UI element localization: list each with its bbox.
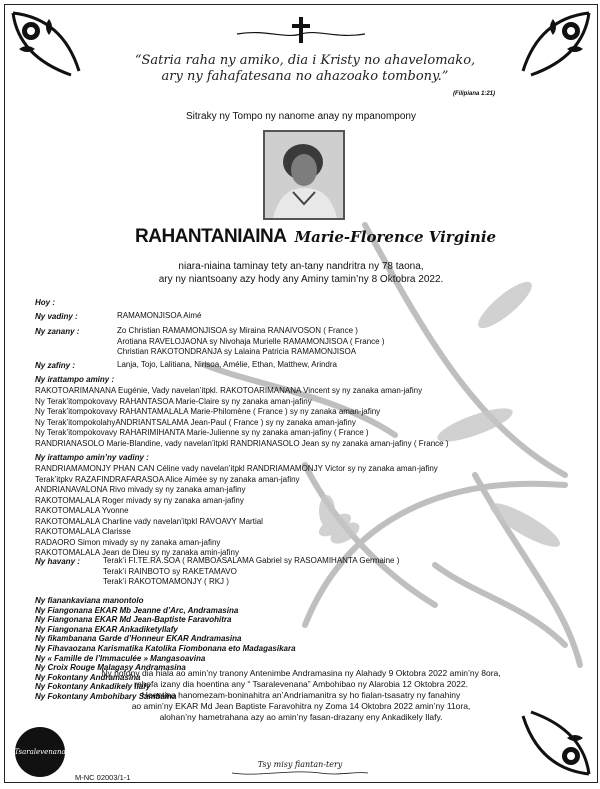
footer-line: ao amin’ny EKAR Md Jean Baptiste Faravohitra ny Zoma 14 Oktobra 2022 amin’ny 11ora, bbox=[131, 701, 471, 711]
announcement bbox=[5, 260, 597, 286]
list-item: Zo Christian RAMAMONJISOA sy Miraina RANAIVOSON ( France ) bbox=[117, 326, 358, 335]
list-item: Terak’itpkv RAZAFINDRAFARASOA Alice Aimée sy ny zanaka aman-jafiny bbox=[35, 474, 300, 484]
list-item: Terak’i RAKOTOMAMONJY ( RKJ ) bbox=[103, 577, 229, 586]
list-item: Ny Terak’itompokovavy RAHANTAMALALA Marie-Philomène ( France ) sy ny zanaka aman-jafiny bbox=[35, 407, 381, 416]
logo-text: Tsaralevenana bbox=[14, 748, 66, 756]
list-item: Ny Terak’itompokolahyANDRIANTSALAMA Jean-Paul ( France ) sy ny zanaka aman-jafiny bbox=[35, 417, 356, 427]
list-item: Ny Fiangonana EKAR Md Jean-Baptiste Faravohitra bbox=[35, 615, 232, 625]
scroll-divider-icon bbox=[235, 29, 367, 39]
list-item: RAKOTOMALALA Clarisse bbox=[35, 527, 131, 536]
vadiny-label: Ny vadiny : bbox=[35, 312, 78, 321]
irattampo-vady-label: Ny irattampo amin’ny vadiny : bbox=[35, 453, 149, 462]
list-item: RAKOTOMALALA Yvonne bbox=[35, 506, 129, 515]
signature: Tsy misy fiantan-tery bbox=[257, 760, 343, 769]
list-item: RANDRIANASOLO Marie-Blandine, vady navelan’itpkl RANDRIANASOLO Jean sy ny zanaka aman-jafiny ( France ) bbox=[35, 438, 449, 448]
quote-reference: (Filipiana 1:21) bbox=[453, 91, 496, 97]
announcement-line-1: niara-niaina taminay tety an-tany nandritra ny 78 taona, bbox=[178, 261, 424, 272]
intro-heading: Sitraky ny Tompo ny nanome anay ny mpanompony bbox=[186, 111, 416, 122]
irattampo-vady-list bbox=[35, 464, 438, 559]
zafiny-label: Ny zafiny : bbox=[35, 361, 76, 370]
deceased-given-names: Marie-Florence Virginie bbox=[294, 228, 497, 246]
list-item: Ny Fihavaozana Karismatika Katolika Fiombonana eto Madagasikara bbox=[35, 643, 296, 653]
zanany-label: Ny zanany : bbox=[35, 327, 80, 336]
list-item: Christian RAKOTONDRANJA sy Lalaina Patricia RAMAMONJISOA bbox=[117, 347, 357, 356]
list-item: Ny Fokontany Ambohibary Sambaina bbox=[35, 691, 177, 701]
quote-line-2: ary ny fahafatesana no ahazoako tombony.” bbox=[161, 69, 449, 84]
list-item: Ny Terak’itompokovavy RAHARIMIHANTA Marie-Julienne sy ny zanaka aman-jafiny ( France ) bbox=[35, 428, 369, 437]
list-item: Ny fikambanana Garde d’Honneur EKAR Andramasina bbox=[35, 634, 242, 644]
tsaralevenana-logo bbox=[15, 727, 65, 777]
deceased-name bbox=[135, 226, 555, 248]
list-item: Arotiana RAVELOJAONA sy Nivohaja Murielle RAMAMONJISOA ( France ) bbox=[117, 336, 385, 346]
footer-line: alohan’ny hametrahana azy ao amin’ny fasan-drazany eny Ankadikely Ilafy. bbox=[159, 712, 443, 722]
irattampo-label: Ny irattampo aminy : bbox=[35, 375, 115, 384]
footer-line: Hoentina hanomezam-boninahitra an’Andriamanitra sy ho fialan-tsasatry ny fanahiny bbox=[141, 690, 461, 700]
list-item: RAKOTOARIMANANA Eugénie, Vady navelan’itpkl. RAKOTOARIMANANA Vincent sy ny zanaka aman-jafiny bbox=[35, 386, 423, 395]
footer-line: rehefa izany dia hoentina any “ Tsaralevenana” Ambohibao ny Alarobia 12 Oktobra 2022. bbox=[134, 679, 468, 689]
announcement-line-2: ary ny niantsoany azy hody any Aminy tamin’ny 8 Oktobra 2022. bbox=[158, 274, 444, 285]
havany-list bbox=[103, 556, 399, 588]
list-item: Ny Fokontany Ankadikely Ilafy bbox=[35, 682, 151, 692]
list-item: RAKOTOMALALA Roger mivady sy ny zanaka aman-jafiny bbox=[35, 495, 244, 505]
list-item: Ny Croix Rouge Malagasy Andramasina bbox=[35, 663, 186, 673]
reference-code: M-NC 02003/1-1 bbox=[75, 773, 131, 782]
zanany-list bbox=[117, 326, 385, 358]
quote-line-1: “Satria raha ny amiko, dia i Kristy no ahavelomako, bbox=[134, 53, 476, 68]
hoy-label: Hoy : bbox=[35, 298, 55, 307]
list-item: Ny Terak’itompokovavy RAHANTASOA Marie-Claire sy ny zanaka aman-jafiny bbox=[35, 396, 312, 406]
list-item: Ny Fiangonana EKAR Mb Jeanne d’Arc, Andramasina bbox=[35, 605, 239, 615]
list-item: Ny fianankaviana manontolo bbox=[35, 596, 144, 605]
list-item: Terak’i FI.TE.RA.SOA ( RAMBOASALAMA Gabriel sy RASOAMIHANTA Germaine ) bbox=[103, 556, 400, 565]
bible-quote bbox=[65, 53, 545, 85]
list-item: RAKOTOMALALA Charline vady navelan’itpkl RAVOAVY Martial bbox=[35, 516, 263, 526]
list-item: RANDRIAMAMONJY PHAN CAN Céline vady navelan’itpkl RANDRIAMAMONJY Victor sy ny zanaka aman-jafiny bbox=[35, 464, 438, 473]
irattampo-list bbox=[35, 386, 449, 449]
list-item: Ny « Famille de l’Immaculée » Mangasoavina bbox=[35, 653, 206, 663]
list-item: Ny Fiangonana EKAR Ankadiketyllafy bbox=[35, 624, 178, 634]
list-item: Ny Fokontany Andramasina bbox=[35, 672, 141, 682]
havany-label: Ny havany : bbox=[35, 557, 80, 566]
list-item: RAKOTOMALALA Jean de Dieu sy ny zanaka amin-jafiny bbox=[35, 548, 239, 557]
deceased-surname: RAHANTANIAINA bbox=[135, 226, 287, 247]
vadiny-name: RAMAMONJISOA Aimé bbox=[117, 311, 202, 320]
list-item: ANDRIANAVALONA Rivo mivady sy ny zanaka aman-jafiny bbox=[35, 485, 246, 494]
portrait-photo bbox=[263, 130, 345, 220]
funeral-details bbox=[5, 668, 597, 723]
footer-line: Ny nofony dia hiala ao amin’ny tranony Antenimbe Andramasina ny Alahady 9 Oktobra 2022 amin’ny 8ora, bbox=[101, 668, 501, 678]
obituary-page bbox=[4, 4, 598, 783]
zafiny-names: Lanja, Tojo, Lalitiana, Nirisoa, Amélie, Ethan, Matthew, Arindra bbox=[117, 360, 337, 369]
list-item: RADAORO Simon mivady sy ny zanaka aman-jafiny bbox=[35, 537, 221, 547]
list-item: Terak’i RAINBOTO sy RAKETAMAVO bbox=[103, 566, 237, 576]
signature-flourish-icon bbox=[230, 769, 370, 777]
